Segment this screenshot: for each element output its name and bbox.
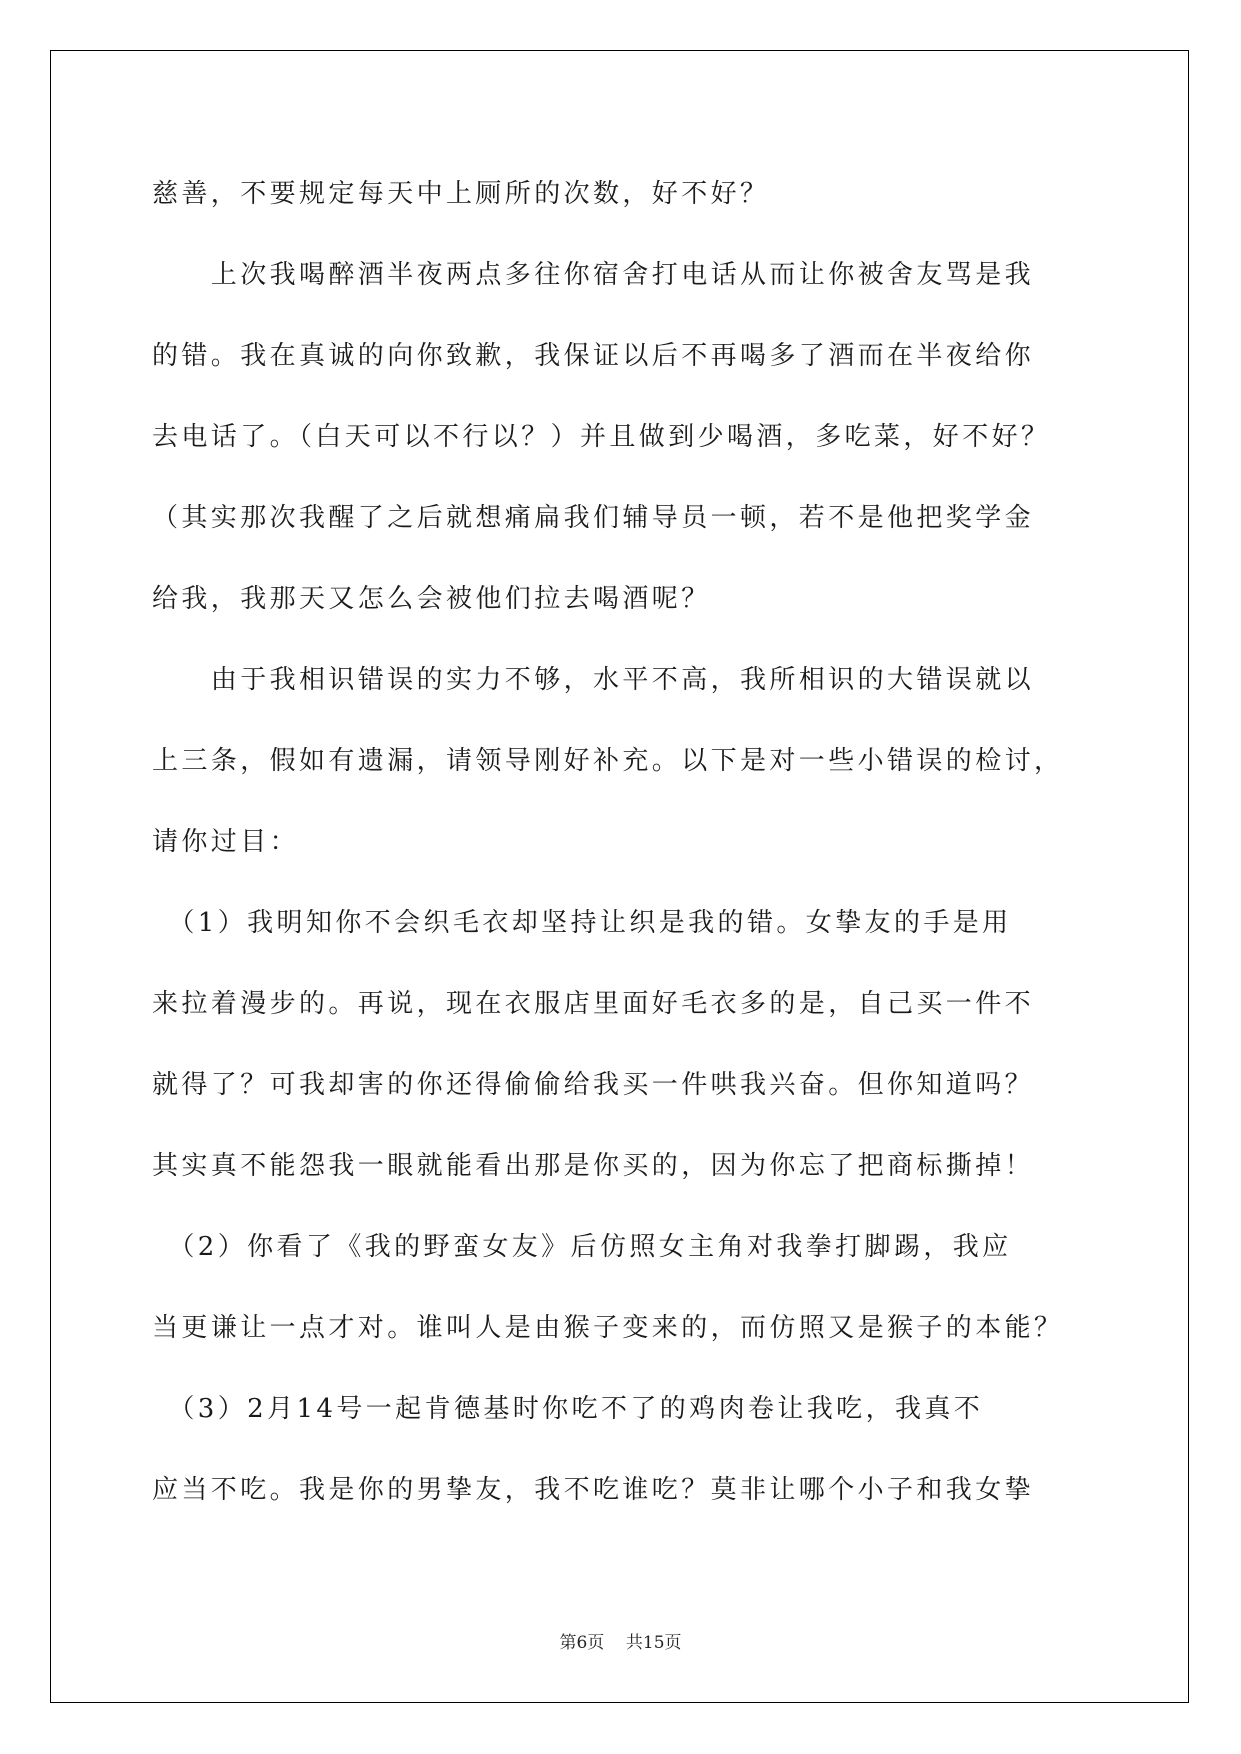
body-text-line: 上三条，假如有遗漏，请领导刚好补充。以下是对一些小错误的检讨， <box>152 746 1064 776</box>
body-text-line: 来拉着漫步的。再说，现在衣服店里面好毛衣多的是，自己买一件不 <box>152 989 1035 1019</box>
page-number: 第6页 <box>559 1633 605 1653</box>
page-border <box>50 50 1189 1703</box>
body-text-line: （2）你看了《我的野蛮女友》后仿照女主角对我拳打脚踢，我应 <box>152 1232 1012 1262</box>
body-text-line: 其实真不能怨我一眼就能看出那是你买的，因为你忘了把商标撕掉！ <box>152 1151 1035 1181</box>
body-text-line: （其实那次我醒了之后就想痛扁我们辅导员一顿，若不是他把奖学金 <box>152 503 1035 533</box>
body-text-line: 请你过目： <box>152 827 300 857</box>
page-total: 共15页 <box>625 1633 682 1653</box>
body-text-line: 应当不吃。我是你的男挚友，我不吃谁吃？莫非让哪个小子和我女挚 <box>152 1475 1035 1505</box>
body-text-line: 给我，我那天又怎么会被他们拉去喝酒呢？ <box>152 584 711 614</box>
body-text-line: 的错。我在真诚的向你致歉，我保证以后不再喝多了酒而在半夜给你 <box>152 341 1035 371</box>
body-text-line: （1）我明知你不会织毛衣却坚持让织是我的错。女挚友的手是用 <box>152 908 1012 938</box>
body-text-line: （3）2月14号一起肯德基时你吃不了的鸡肉卷让我吃，我真不 <box>152 1394 984 1424</box>
body-text-line: 由于我相识错误的实力不够，水平不高，我所相识的大错误就以 <box>152 665 1035 695</box>
body-text-line: 当更谦让一点才对。谁叫人是由猴子变来的，而仿照又是猴子的本能？ <box>152 1313 1064 1343</box>
page-footer <box>0 1633 1241 1653</box>
body-text-line: 就得了？可我却害的你还得偷偷给我买一件哄我兴奋。但你知道吗？ <box>152 1070 1035 1100</box>
body-text-line: 去电话了。（白天可以不行以？）并且做到少喝酒，多吃菜，好不好？ <box>152 422 1051 452</box>
body-text-line: 慈善，不要规定每天中上厕所的次数，好不好？ <box>152 179 770 209</box>
body-text-line: 上次我喝醉酒半夜两点多往你宿舍打电话从而让你被舍友骂是我 <box>152 260 1035 290</box>
